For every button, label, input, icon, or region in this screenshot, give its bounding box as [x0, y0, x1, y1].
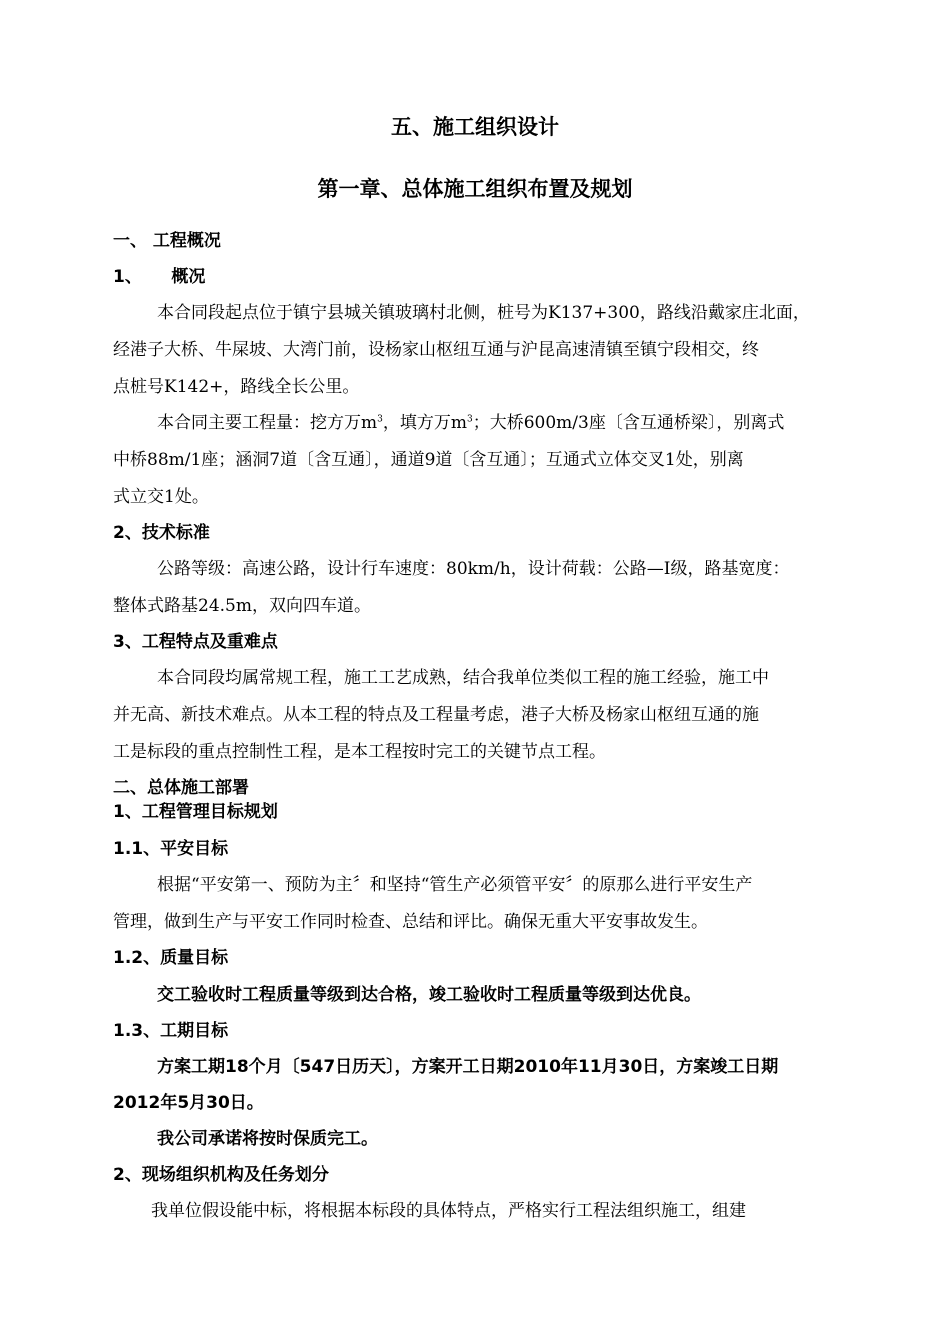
subsection-heading: 1.1、平安目标 [113, 839, 229, 859]
emphasis-line: 交工验收时工程质量等级到达合格，竣工验收时工程质量等级到达优良。 [157, 985, 701, 1005]
document-title: 五、施工组织设计 [391, 115, 559, 139]
subsection-heading: 1、 概况 [113, 267, 206, 287]
subsection-heading: 1.3、工期目标 [113, 1021, 229, 1041]
paragraph-line: 并无高、新技术难点。从本工程的特点及工程量考虑，港子大桥及杨家山枢纽互通的施 [113, 705, 759, 725]
paragraph-line: 工是标段的重点控制性工程，是本工程按时完工的关键节点工程。 [113, 742, 606, 762]
subsection-heading: 1、工程管理目标规划 [113, 802, 278, 822]
emphasis-line: 2012年5月30日。 [113, 1093, 264, 1113]
emphasis-line: 我公司承诺将按时保质完工。 [157, 1129, 378, 1149]
chapter-title: 第一章、总体施工组织布置及规划 [317, 177, 633, 201]
paragraph-line: 点桩号K142+，路线全长公里。 [113, 377, 360, 397]
subsection-heading: 3、工程特点及重难点 [113, 632, 278, 652]
emphasis-line: 方案工期18个月〔547日历天〕，方案开工日期2010年11月30日，方案竣工日期 [157, 1057, 779, 1077]
subsection-heading: 2、技术标准 [113, 523, 210, 543]
paragraph-line: 本合同段均属常规工程，施工工艺成熟，结合我单位类似工程的施工经验，施工中 [157, 668, 769, 688]
paragraph-line: 式立交1处。 [113, 487, 209, 507]
paragraph-line: 根据“平安第一、预防为主〞和坚持“管生产必须管平安〞的原那么进行平安生产 [157, 875, 753, 895]
paragraph-line: 经港子大桥、牛屎坡、大湾门前，设杨家山枢纽互通与沪昆高速清镇至镇宁段相交，终 [113, 340, 759, 360]
paragraph-line: 本合同段起点位于镇宁县城关镇玻璃村北侧，桩号为K137+300，路线沿戴家庄北面， [157, 303, 810, 323]
section-heading: 二、总体施工部署 [113, 778, 249, 798]
paragraph-line: 本合同主要工程量：挖方万$m^3$，填方万$m^3$；大桥600m/3座〔含互通桥梁〕，别离式 [157, 413, 785, 433]
subsection-heading: 1.2、质量目标 [113, 948, 229, 968]
paragraph-line: 整体式路基24.5m，双向四车道。 [113, 596, 371, 616]
section-heading: 一、 工程概况 [113, 231, 221, 251]
paragraph-line: 中桥88m/1座；涵洞7道〔含互通〕，通道9道〔含互通〕；互通式立体交叉1处，别离 [113, 450, 744, 470]
subsection-heading: 2、现场组织机构及任务划分 [113, 1165, 329, 1185]
paragraph-line: 管理，做到生产与平安工作同时检查、总结和评比。确保无重大平安事故发生。 [113, 912, 708, 932]
paragraph-line: 我单位假设能中标，将根据本标段的具体特点，严格实行工程法组织施工，组建 [151, 1201, 746, 1221]
paragraph-line: 公路等级：高速公路，设计行车速度：80km/h，设计荷载：公路—I级，路基宽度： [157, 559, 790, 579]
